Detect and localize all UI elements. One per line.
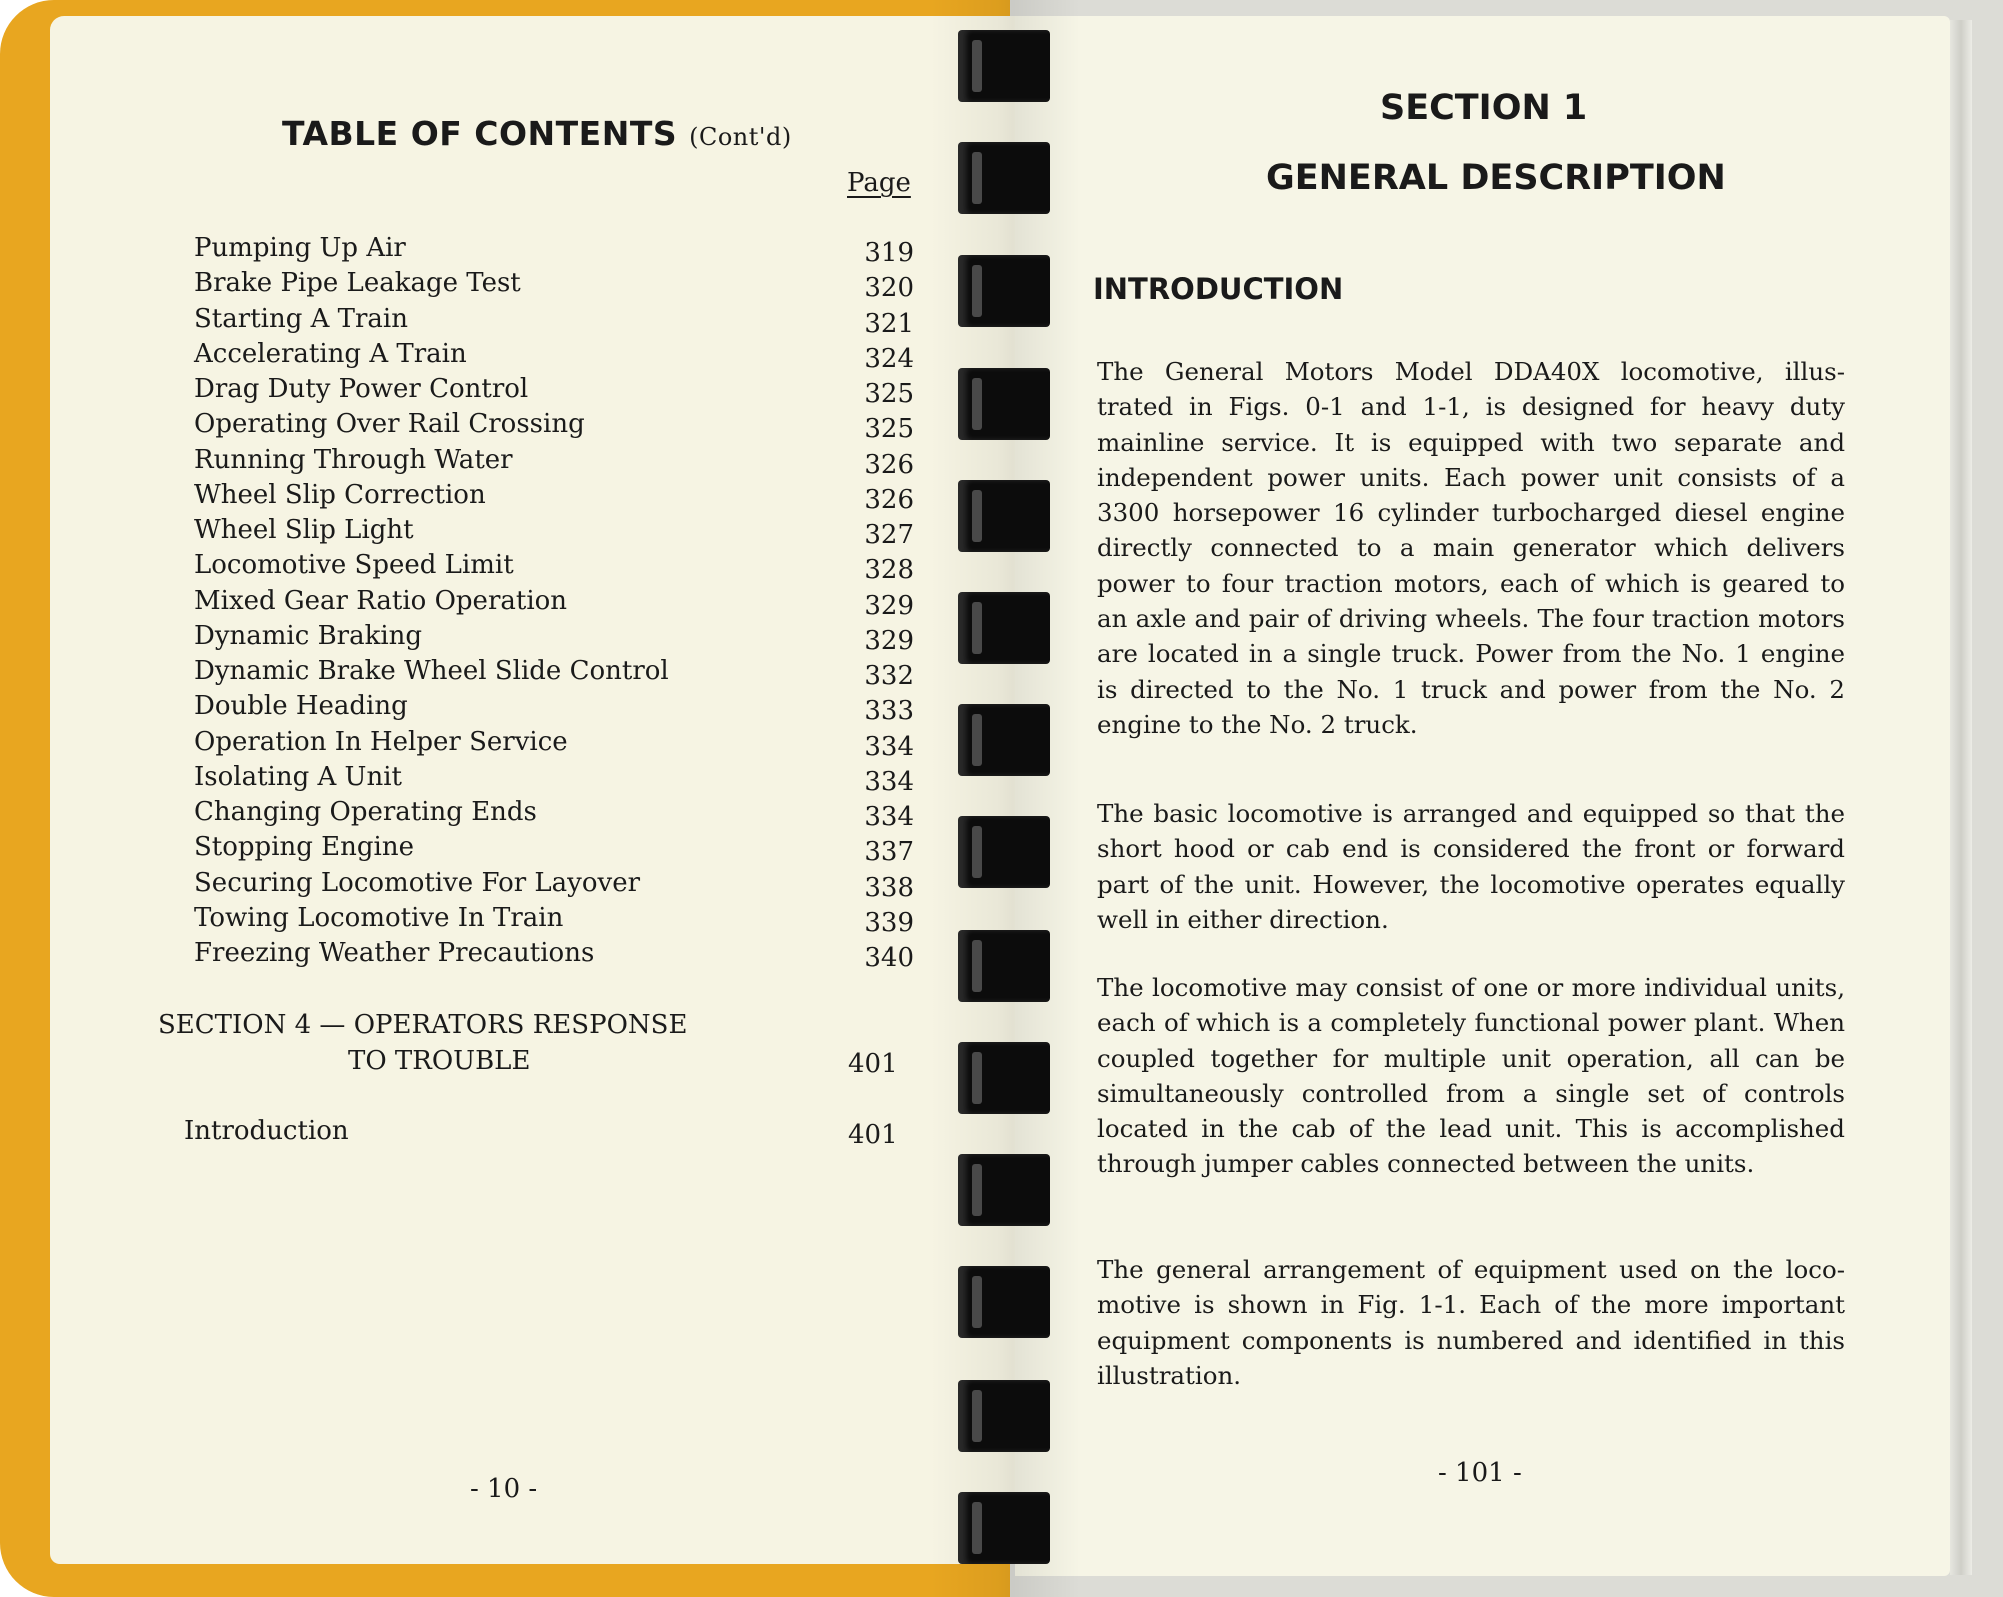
toc-title — [282, 114, 792, 153]
toc-section4-page: 401 — [848, 1049, 898, 1079]
toc-entry-title: Starting A Train — [194, 303, 408, 334]
binding-coil — [958, 142, 1050, 214]
binding-coil — [958, 30, 1050, 102]
toc-entry-title: Isolating A Unit — [194, 761, 402, 792]
toc-entry-page: 338 — [864, 872, 914, 903]
toc-entry-title: Locomotive Speed Limit — [194, 550, 514, 581]
toc-entry-title: Operation In Helper Service — [194, 726, 568, 757]
toc-entry — [194, 938, 914, 973]
toc-entry — [194, 727, 914, 762]
toc-entry-page: 324 — [864, 343, 914, 374]
toc-entry-page: 334 — [864, 766, 914, 797]
toc-entry-page: 332 — [864, 661, 914, 691]
toc-entry — [194, 832, 914, 867]
toc-entry — [194, 515, 914, 550]
binding-coil — [958, 255, 1050, 327]
introduction-heading: INTRODUCTION — [1093, 272, 1344, 306]
toc-entry — [194, 374, 914, 409]
binding-coil — [958, 1154, 1050, 1226]
toc-entry — [194, 339, 914, 374]
toc-entry-page: 329 — [864, 625, 914, 656]
toc-entry — [194, 762, 914, 797]
toc-entry-title: Drag Duty Power Control — [194, 374, 529, 404]
toc-entry-page: 319 — [864, 238, 914, 268]
toc-entry — [194, 550, 914, 585]
toc-entry-page: 334 — [864, 802, 914, 832]
toc-entry — [194, 268, 914, 303]
binding-coil — [958, 704, 1050, 776]
toc-entry-page: 326 — [864, 484, 914, 515]
toc-entry — [194, 797, 914, 832]
toc-entry-title: Accelerating A Train — [194, 338, 467, 369]
binding-coil — [958, 368, 1050, 440]
binding-coil — [958, 1042, 1050, 1114]
toc-entry — [194, 480, 914, 515]
toc-entry-page: 334 — [864, 731, 914, 762]
toc-entry-page: 337 — [864, 837, 914, 868]
binding-coil — [958, 930, 1050, 1002]
toc-entry-page: 325 — [864, 379, 914, 409]
binding-shadow — [930, 0, 1080, 1597]
toc-entry-title: Freezing Weather Precautions — [194, 938, 595, 968]
toc-entry-page: 320 — [864, 273, 914, 304]
toc-entry-title: Wheel Slip Light — [194, 515, 414, 545]
paragraph-3: The locomotive may consist of one or more individual units, each of which is a completely functional power plant. When coupled together for multiple unit operation, all can be simultaneously controlled from a single set of controls located in the cab of the lead unit. This is accomplished through jumper cables connected between the units. — [1097, 973, 1845, 1179]
toc-entry — [194, 903, 914, 938]
toc-entry — [194, 233, 914, 268]
binding-coil — [958, 816, 1050, 888]
toc-title-suffix: (Cont'd) — [689, 123, 792, 151]
page-column-header: Page — [847, 168, 911, 198]
toc-entry-title: Dynamic Brake Wheel Slide Control — [194, 656, 669, 686]
toc-entry-title: Mixed Gear Ratio Operation — [194, 585, 568, 616]
paragraph-4: The general arrangement of equipment used on the loco- motive is shown in Fig. 1-1. Each of the more important equipment components is numbered and identified in this illustration. — [1097, 1255, 1845, 1390]
toc-entry — [194, 656, 914, 691]
toc-entry-title: Wheel Slip Correction — [194, 479, 486, 510]
toc-entry-title: Towing Locomotive In Train — [194, 902, 564, 933]
toc-entry-page: 327 — [864, 520, 914, 550]
toc-entry-page: 333 — [864, 696, 914, 727]
binding-coil — [958, 1266, 1050, 1338]
toc-entry-page: 325 — [864, 414, 914, 445]
toc-entry — [194, 445, 914, 480]
toc-introduction-title: Introduction — [184, 1116, 349, 1146]
right-page-number: - 101 - — [1438, 1458, 1522, 1488]
binding-coil — [958, 480, 1050, 552]
toc-entry-page: 328 — [864, 555, 914, 586]
toc-list — [194, 233, 914, 973]
toc-entry-page: 340 — [864, 943, 914, 973]
binding-coil — [958, 1492, 1050, 1564]
toc-section4-line2: TO TROUBLE — [348, 1046, 531, 1076]
toc-entry-title: Double Heading — [194, 691, 408, 722]
toc-entry-title: Securing Locomotive For Layover — [194, 867, 641, 898]
toc-entry-page: 326 — [864, 449, 914, 480]
toc-entry — [194, 691, 914, 726]
toc-entry — [194, 409, 914, 444]
toc-entry-page: 321 — [864, 308, 914, 339]
section-title: SECTION 1 — [1380, 88, 1588, 128]
binding-coil — [958, 1380, 1050, 1452]
left-page-number: - 10 - — [470, 1474, 538, 1504]
toc-entry — [194, 868, 914, 903]
section-subtitle: GENERAL DESCRIPTION — [1266, 158, 1726, 198]
paragraph-1: The General Motors Model DDA40X locomotive, illus- trated in Figs. 0-1 and 1-1, is designed for heavy duty mainline service. It is equipped with two separate and independent power units. Each power unit consists of a 3300 horsepower 16 cylinder turbocharged diesel engine directly connected to a main generator which delivers power to four traction motors, each of which is geared to an axle and pair of driving wheels. The four traction motors are located in a single truck. Power from the No. 1 engine is directed to the No. 1 truck and power from the No. 2 engine to the No. 2 truck. — [1097, 357, 1845, 739]
binding-coil — [958, 592, 1050, 664]
toc-entry-title: Stopping Engine — [194, 832, 414, 863]
toc-entry-title: Dynamic Braking — [194, 620, 423, 651]
toc-entry-page: 339 — [864, 907, 914, 938]
toc-entry — [194, 621, 914, 656]
toc-entry — [194, 304, 914, 339]
toc-entry-title: Pumping Up Air — [194, 233, 406, 263]
toc-entry-title: Brake Pipe Leakage Test — [194, 268, 521, 299]
toc-section4-line1: SECTION 4 — OPERATORS RESPONSE — [158, 1010, 688, 1040]
toc-entry-title: Running Through Water — [194, 444, 513, 475]
toc-entry — [194, 586, 914, 621]
toc-title-text: TABLE OF CONTENTS — [282, 114, 678, 153]
toc-introduction-page: 401 — [848, 1120, 898, 1150]
paragraph-2: The basic locomotive is arranged and equipped so that the short hood or cab end is considered the front or forward part of the unit. However, the locomotive operates equally well in either direction. — [1097, 799, 1845, 934]
toc-entry-title: Operating Over Rail Crossing — [194, 409, 585, 440]
toc-entry-title: Changing Operating Ends — [194, 797, 537, 827]
toc-entry-page: 329 — [864, 590, 914, 621]
page-edges — [1950, 20, 1972, 1575]
